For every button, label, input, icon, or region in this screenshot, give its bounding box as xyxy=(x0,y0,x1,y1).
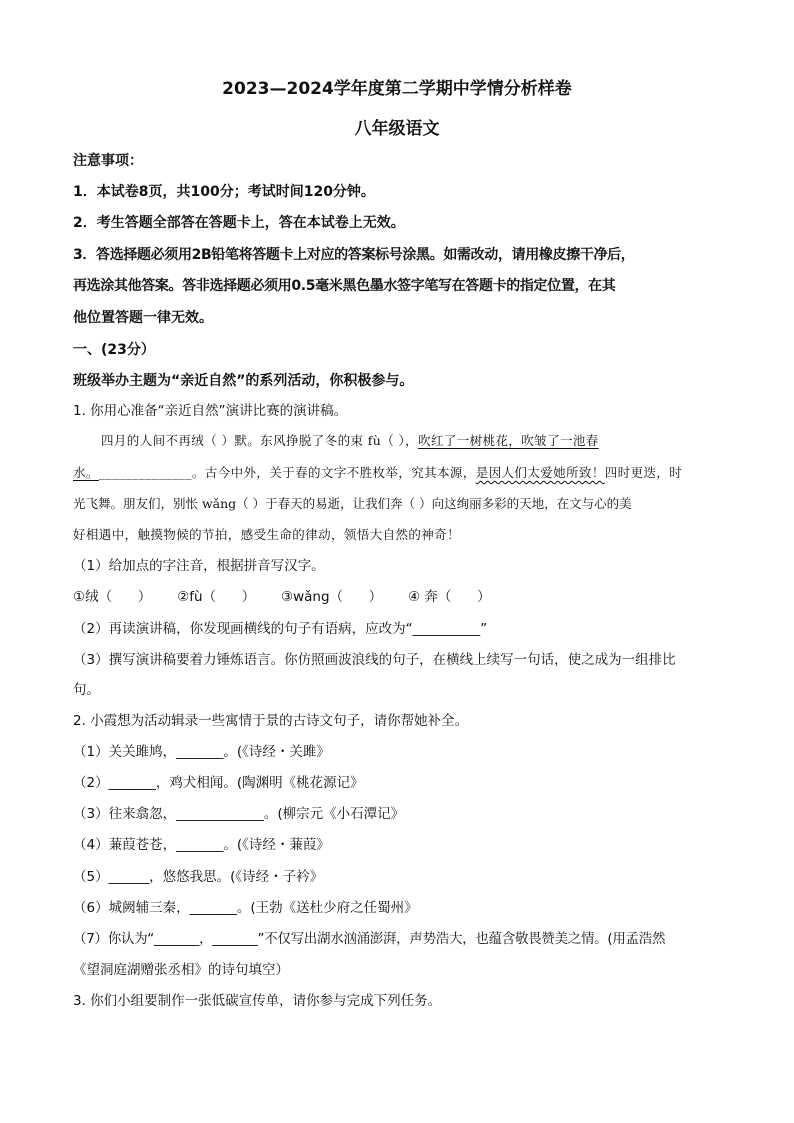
question-1-sub-3-line-1: （3）撰写演讲稿要着力锤炼语言。你仿照画波浪线的句子，在横线上续写一句话，使之成为一组排比 xyxy=(73,652,676,668)
question-2-item-5: （5）______，悠悠我思。(《诗经・子衿》 xyxy=(73,869,324,885)
speech-text: 四时更迭，时 xyxy=(604,465,683,480)
question-2-item-2: （2）_______，鸡犬相闻。(陶渊明《桃花源记》 xyxy=(73,775,364,791)
exam-title: 2023—2024学年度第二学期中学情分析样卷 xyxy=(222,79,572,99)
question-1-sub-3-line-2: 句。 xyxy=(73,682,100,698)
question-1-sub-2: （2）再读演讲稿，你发现画横线的句子有语病，应改为“__________” xyxy=(73,621,488,637)
question-2-item-4: （4）蒹葭苍苍，_______。(《诗经・蒹葭》 xyxy=(73,837,330,853)
question-1-sub-1-options: ①绒（ ） ②fù（ ） ③wǎng（ ） ④ 奔（ ） xyxy=(73,589,491,605)
answer-blank: ______________ xyxy=(98,465,192,480)
question-3-stem: 3. 你们小组要制作一张低碳宣传单，请你参与完成下列任务。 xyxy=(73,993,442,1009)
question-2-stem: 2. 小霞想为活动辑录一些寓情于景的古诗文句子，请你帮她补全。 xyxy=(73,713,469,729)
question-2-item-7-line-2: 《望洞庭湖赠张丞相》的诗句填空） xyxy=(73,962,289,978)
wavy-underlined-sentence: 是因人们太爱她所致！ xyxy=(475,465,605,480)
notice-item-1: 1．本试卷8页，共100分；考试时间120分钟。 xyxy=(73,184,375,200)
underlined-sentence-end: 水。 xyxy=(73,465,99,480)
speech-text: 四月的人间不再绒（ ）默。东风挣脱了冬的束 fù（ ）， xyxy=(101,433,419,448)
exam-subject: 八年级语文 xyxy=(354,119,440,139)
question-2-item-7-line-1: （7）你认为“_______，_______”不仅写出湖水汹涌澎湃，声势浩大，也蕴含敬畏赞美之情。(用孟浩然 xyxy=(73,931,666,947)
question-2-item-3: （3）往来翕忽，_____________。(柳宗元《小石潭记》 xyxy=(73,806,405,822)
question-2-item-1: （1）关关雎鸠，_______。(《诗经・关雎》 xyxy=(73,744,330,760)
notice-heading: 注意事项： xyxy=(73,153,143,169)
speech-paragraph-line-2 xyxy=(73,463,733,483)
question-1-sub-1: （1）给加点的字注音，根据拼音写汉字。 xyxy=(73,558,325,574)
speech-paragraph-line-3: 光飞舞。朋友们，别怅 wǎng（ ）于春天的易逝，让我们奔（ ）向这绚丽多彩的天地，在文与心的美 xyxy=(73,496,632,511)
notice-item-3-line-2: 再选涂其他答案。答非选择题必须用0.5毫米黑色墨水签字笔写在答题卡的指定位置，在其 xyxy=(73,278,616,294)
section-1-heading: 一、(23分） xyxy=(73,342,155,358)
question-1-stem: 1. 你用心准备“亲近自然”演讲比赛的演讲稿。 xyxy=(73,403,348,419)
speech-text: 。古今中外，关于春的文字不胜枚举，究其本源， xyxy=(191,465,476,480)
speech-paragraph-line-1 xyxy=(101,431,731,451)
underlined-sentence-part: 吹红了一树桃花，吹皱了一池春 xyxy=(418,433,599,448)
notice-item-2: 2．考生答题全部答在答题卡上，答在本试卷上无效。 xyxy=(73,215,405,231)
speech-paragraph-line-4: 好相遇中，触摸物候的节拍，感受生命的律动，领悟大自然的神奇！ xyxy=(73,527,461,542)
section-1-intro: 班级举办主题为“亲近自然”的系列活动，你积极参与。 xyxy=(73,373,414,389)
notice-item-3-line-1: 3．答选择题必须用2B铅笔将答题卡上对应的答案标号涂黑。如需改动，请用橡皮擦干净后， xyxy=(73,247,635,263)
notice-item-3-line-3: 他位置答题一律无效。 xyxy=(73,310,213,326)
question-2-item-6: （6）城阙辅三秦，_______。(王勃《送杜少府之任蜀州》 xyxy=(73,900,418,916)
